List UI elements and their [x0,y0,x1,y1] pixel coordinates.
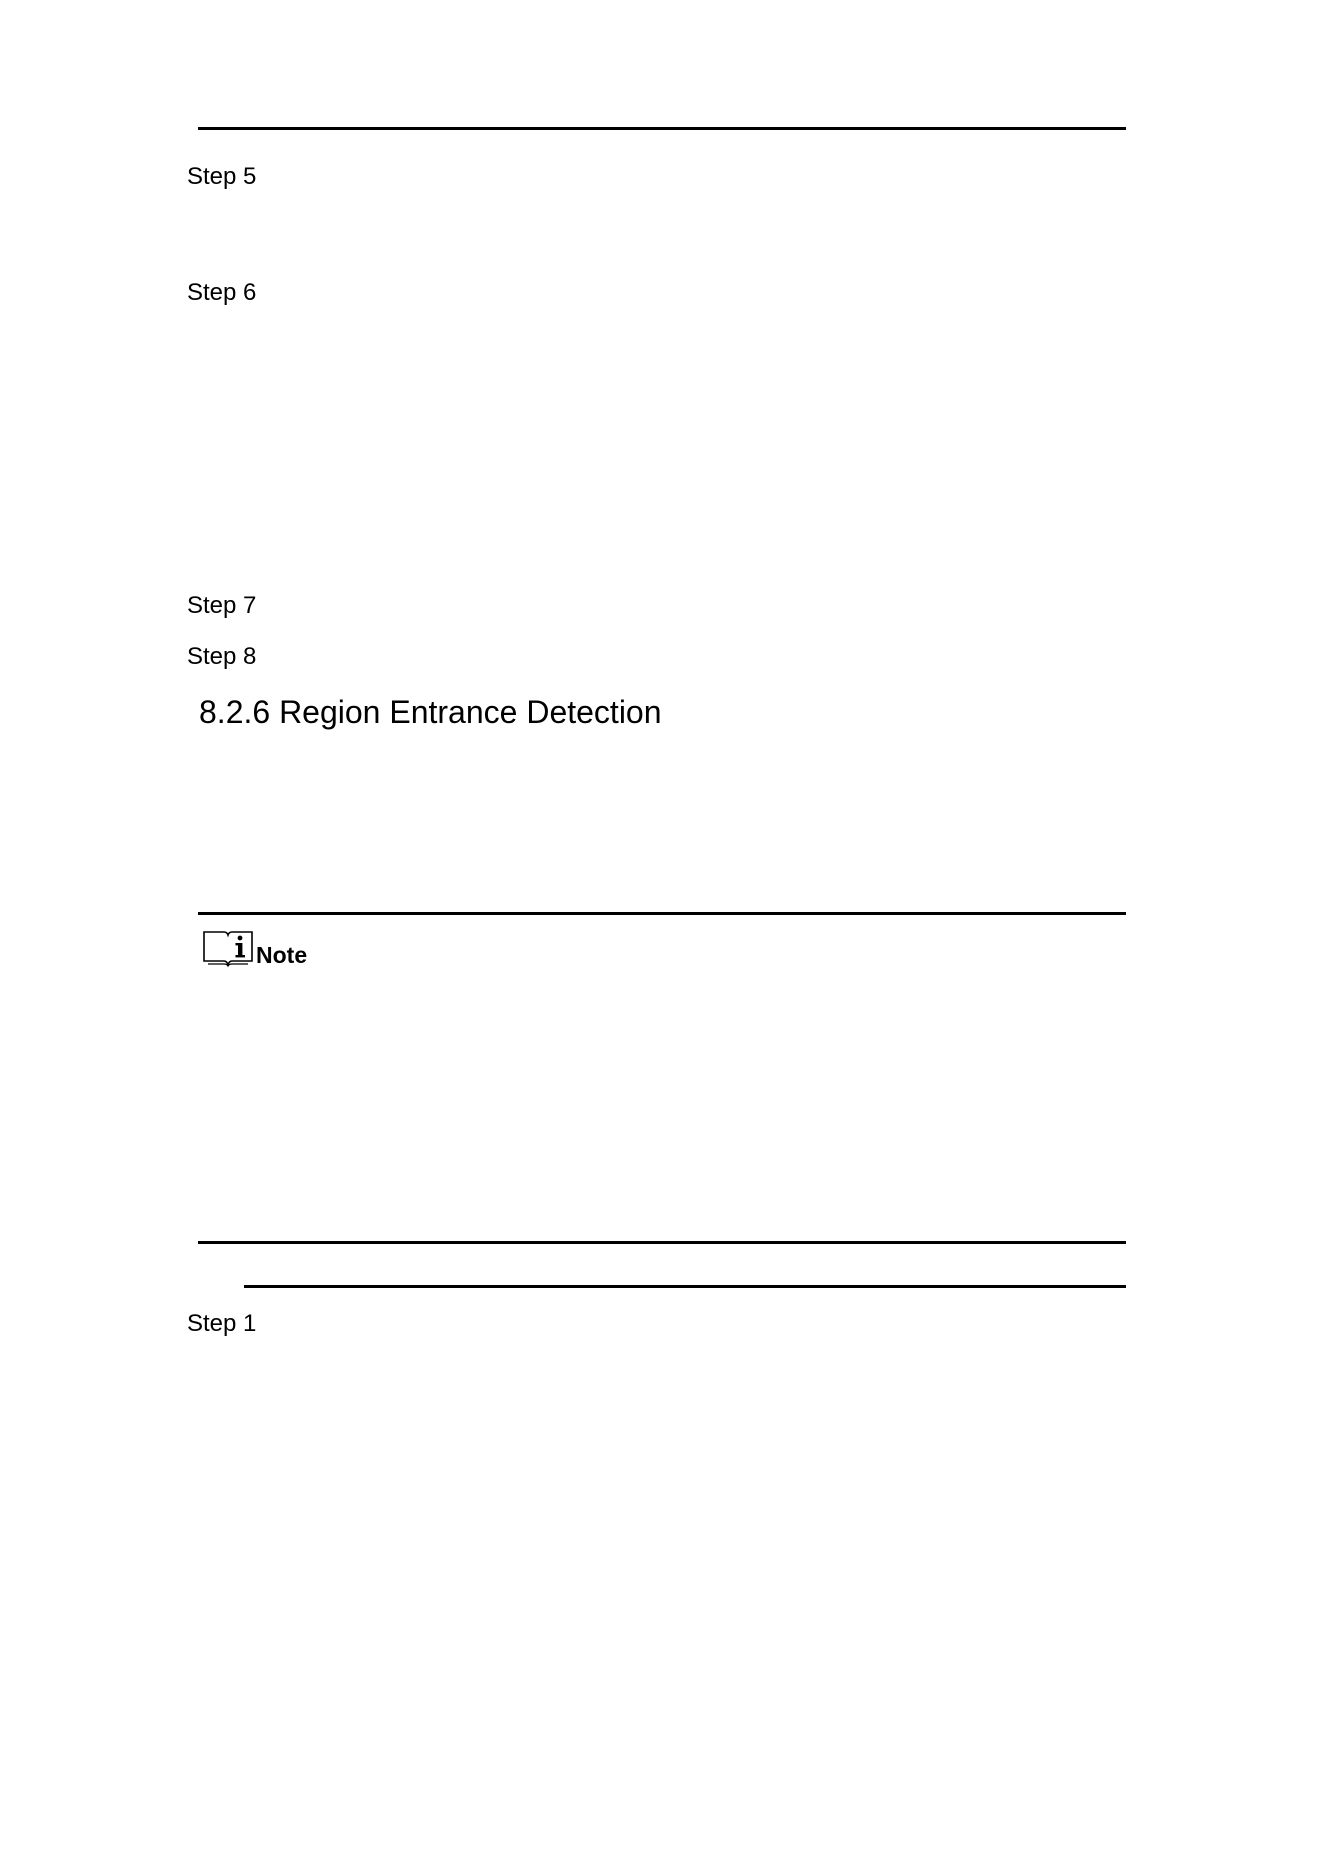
step-1-label: Step 1 [187,1310,257,1337]
step-7-label: Step 7 [187,592,257,619]
steps-top-divider [244,1285,1126,1288]
note-label: Note [256,942,308,968]
note-bottom-divider [198,1241,1126,1244]
book-info-icon [202,928,254,968]
top-divider [198,127,1126,130]
step-5-label: Step 5 [187,163,257,190]
note-top-divider [198,912,1126,915]
section-heading: 8.2.6 Region Entrance Detection [199,694,662,730]
step-6-label: Step 6 [187,279,257,306]
step-8-label: Step 8 [187,643,257,670]
